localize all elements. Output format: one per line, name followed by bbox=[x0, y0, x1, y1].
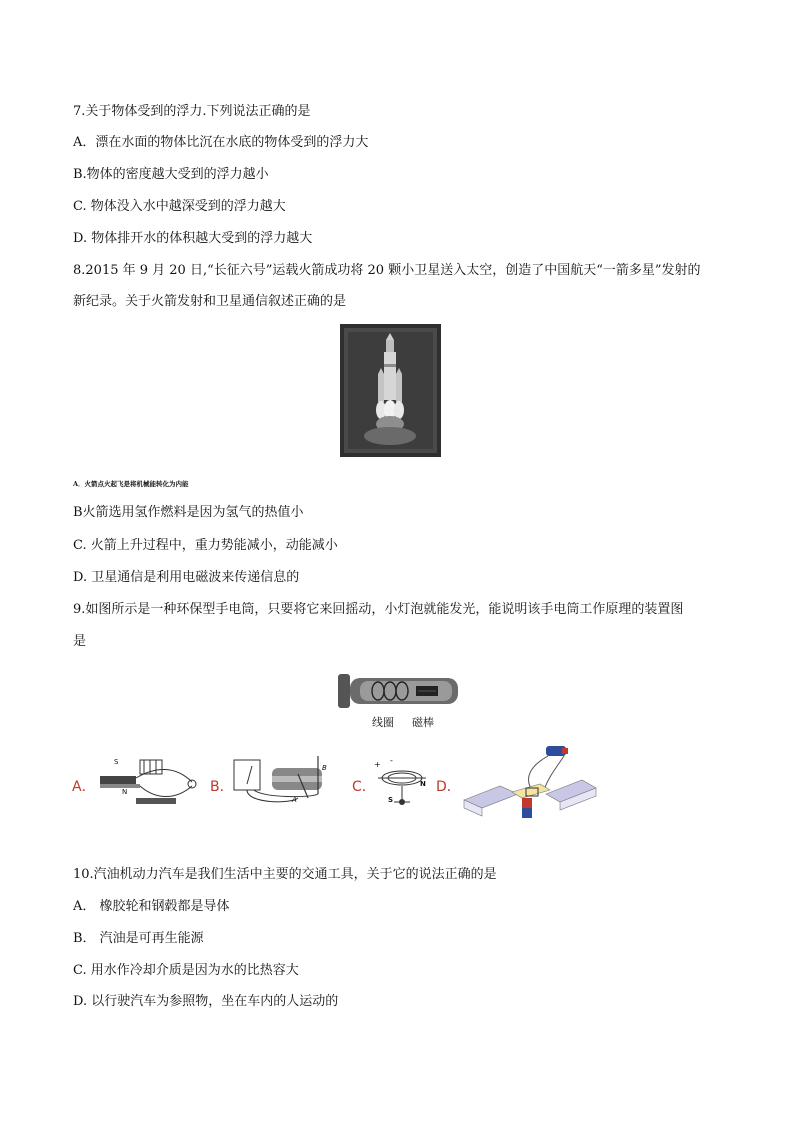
q10-option-a: A． 橡胶轮和钢毂都是导体 bbox=[73, 899, 230, 914]
q10-option-d: D. 以行驶汽车为参照物，坐在车内的人运动的 bbox=[73, 994, 339, 1009]
q9-b-letter-b: B bbox=[322, 764, 327, 772]
q9-stem-line2: 是 bbox=[73, 634, 87, 649]
q9-a-letter-n: N bbox=[122, 788, 128, 796]
q9-option-a-figure bbox=[96, 756, 206, 812]
q7-option-a: A．漂在水面的物体比沉在水底的物体受到的浮力大 bbox=[73, 135, 369, 150]
flashlight-figure bbox=[338, 668, 460, 728]
q9-a-letter-s: S bbox=[114, 758, 119, 766]
q9-c-letter-s: S bbox=[388, 796, 394, 804]
q7-option-c: C. 物体没入水中越深受到的浮力越大 bbox=[73, 199, 286, 214]
q9-option-d-label: D． bbox=[436, 779, 461, 795]
q9-stem-line1: 9.如图所示是一种环保型手电筒，只要将它来回摇动，小灯泡就能发光，能说明该手电筒工作原理的装置图 bbox=[73, 602, 684, 617]
coil-label: 线圈 bbox=[372, 716, 394, 729]
q10-stem: 10.汽油机动力汽车是我们生活中主要的交通工具，关于它的说法正确的是 bbox=[73, 867, 497, 882]
q8-stem-line1: 8.2015 年 9 月 20 日,“长征六号”运载火箭成功将 20 颗小卫星送入太空，创造了中国航天“一箭多星”发射的 bbox=[73, 263, 701, 278]
q9-option-a-label: A． bbox=[72, 779, 96, 795]
q9-c-minus: - bbox=[390, 756, 393, 765]
q9-option-b-figure bbox=[232, 754, 336, 814]
q7-stem: 7.关于物体受到的浮力.下列说法正确的是 bbox=[73, 104, 311, 119]
q9-c-plus: + bbox=[374, 760, 381, 769]
q8-option-b: B火箭选用氢作燃料是因为氢气的热值小 bbox=[73, 505, 304, 520]
q9-option-b-label: B． bbox=[210, 779, 234, 795]
q8-option-d: D. 卫星通信是利用电磁波来传递信息的 bbox=[73, 570, 300, 585]
q10-option-b: B． 汽油是可再生能源 bbox=[73, 931, 204, 946]
q9-c-letter-n: N bbox=[420, 780, 426, 788]
rocket-launch-image bbox=[340, 324, 441, 457]
q10-option-c: C. 用水作冷却介质是因为水的比热容大 bbox=[73, 963, 299, 978]
q9-option-c-figure bbox=[370, 756, 434, 812]
q8-option-c: C. 火箭上升过程中，重力势能减小，动能减小 bbox=[73, 538, 338, 553]
q9-option-c-label: C． bbox=[352, 779, 376, 795]
q9-option-d-figure bbox=[460, 742, 600, 828]
q7-option-b: B.物体的密度越大受到的浮力越小 bbox=[73, 167, 269, 182]
q8-stem-line2: 新纪录。关于火箭发射和卫星通信叙述正确的是 bbox=[73, 294, 347, 309]
q7-option-d: D. 物体排开水的体积越大受到的浮力越大 bbox=[73, 231, 313, 246]
q8-option-a: A．火箭点火起飞是将机械能转化为内能 bbox=[73, 480, 189, 488]
q9-b-letter-a: A bbox=[292, 796, 297, 804]
magnet-label: 磁棒 bbox=[412, 716, 434, 729]
